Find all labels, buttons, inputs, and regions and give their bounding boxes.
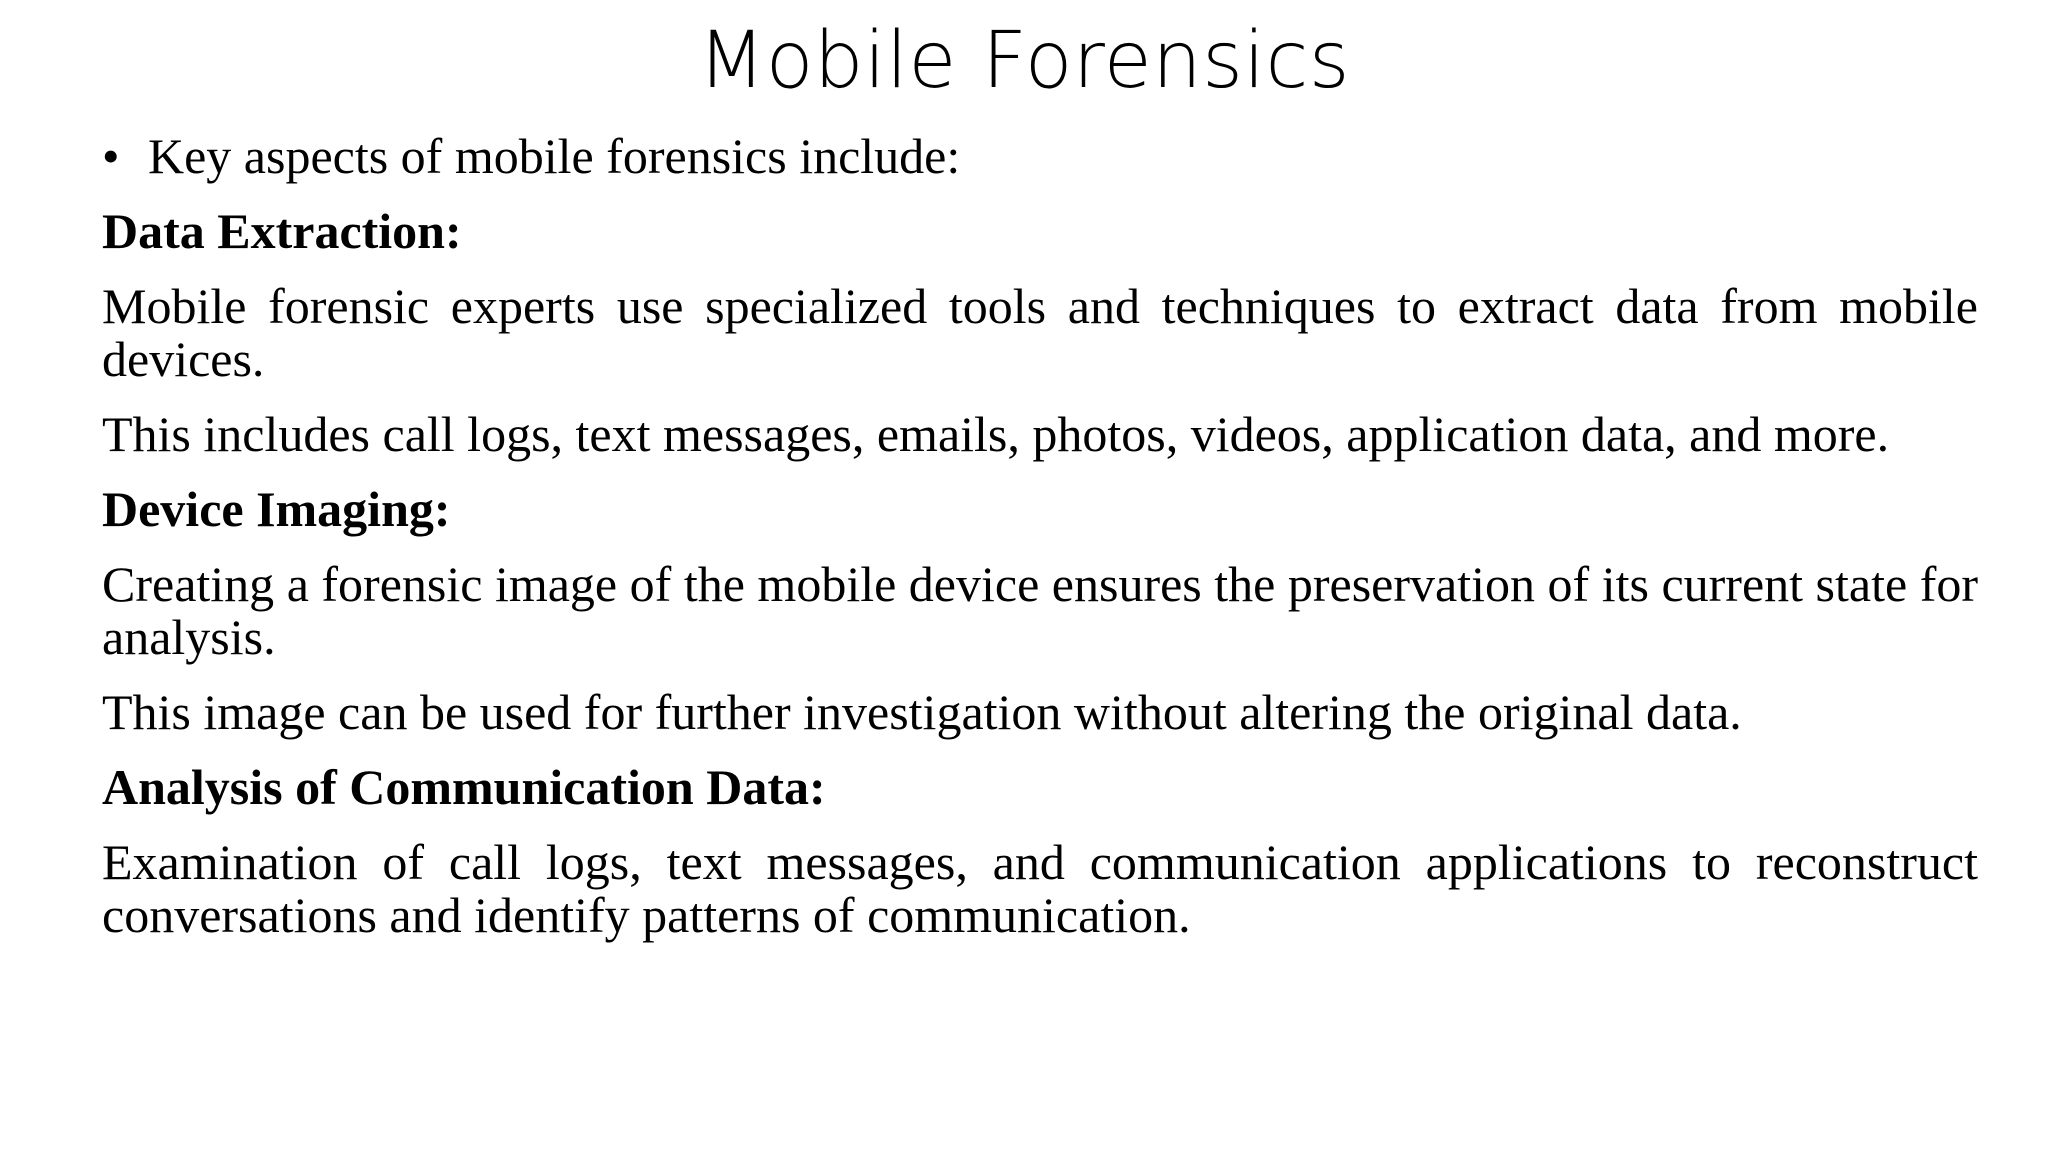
- intro-bullet: [102, 130, 1978, 183]
- paragraph: Creating a forensic image of the mobile device ensures the preservation of its current state for analysis.: [102, 556, 1978, 665]
- section-heading-communication-analysis: Analysis of Communication Data:: [102, 759, 826, 815]
- slide-content: [102, 130, 1978, 964]
- slide-title: Mobile Forensics: [697, 16, 1351, 106]
- intro-text: Key aspects of mobile forensics include:: [148, 128, 961, 184]
- paragraph: Examination of call logs, text messages, and communication applications to reconstruct conversations and identify patterns of communication.: [102, 834, 1978, 943]
- paragraph: Mobile forensic experts use specialized tools and techniques to extract data from mobile devices.: [102, 278, 1978, 387]
- section-heading-data-extraction: Data Extraction:: [102, 203, 462, 259]
- section-heading-device-imaging: Device Imaging:: [102, 481, 451, 537]
- paragraph: This includes call logs, text messages, emails, photos, videos, application data, and more.: [102, 406, 1890, 462]
- paragraph: This image can be used for further investigation without altering the original data.: [102, 684, 1742, 740]
- bullet-icon: •: [102, 128, 120, 184]
